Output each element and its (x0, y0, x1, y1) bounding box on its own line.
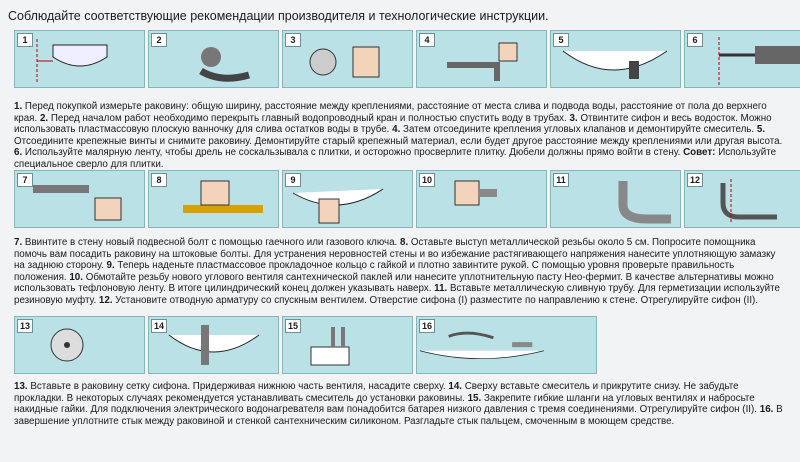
main-valve-icon (149, 31, 278, 87)
illustration-row-1 (14, 30, 800, 88)
illustration-7 (14, 170, 145, 228)
illustration-16 (416, 316, 597, 374)
illustration-10 (416, 170, 547, 228)
illustration-9 (282, 170, 413, 228)
step-number: 16 (419, 319, 435, 333)
step-number: 12 (687, 173, 703, 187)
step-number: 2 (151, 33, 167, 47)
illustration-5 (550, 30, 681, 88)
nut-hand-icon (283, 171, 412, 227)
illustration-4 (416, 30, 547, 88)
step-number: 1 (17, 33, 33, 47)
steps-text-2: 7. Ввинтите в стену новый подвесной болт с помощью гаечного или газового ключа. 8. Оставьте выступ металлической резьбы около 5 см. Попросите помощника помочь вам посадить раковину на штоковые болты. Для устранения неровностей стены и во избежание растягивающего напряжения нанесите уплотняющую замазку на заднюю сторону. 9. Теперь наденьте пластмассовое прокладочное кольцо с гайкой и плотно завинтите рукой. С помощью уровня проверьте правильность положения. 10. Обмотайте резьбу нового углового вентиля сантехнической паклей или нанесите уплотнительную пасту Нео-фермит. В качестве альтернативы можно использовать тефлоновую ленту. В итоге цилиндрический конец должен указывать наверх. 11. Вставьте металлическую сливную трубу. Для герметизации используйте резиновую муфту. 12. Установите отводную арматуру со спускным вентилем. Отверстие сифона (I) разместите по направлению к стене. Отрегулируйте сифон (II). (14, 237, 780, 306)
illustration-3 (282, 30, 413, 88)
step-number: 9 (285, 173, 301, 187)
steps-text-1: 1. Перед покупкой измерьте раковину: общую ширину, расстояние между креплениями, расстояние от места слива и подвода воды, расстояние от пола до верхнего края. 2. Перед началом работ необходимо перекрыть главный водопроводный кран и полностью спустить воду в трубах. 3. Отвинтите сифон и весь водосток. Можно использовать пластмассовую плоскую ванночку для слива остатков воды в трубе. 4. Затем отсоедините крепления угловых клапанов и демонтируйте смеситель. 5. Отсоедините крепежные винты и снимите раковину. Демонтируйте старый крепежный материал, если будет другое расстояние между креплениями или другая высота. 6. Используйте малярную ленту, чтобы дрель не соскальзывала с плитки, и осторожно просверлите плитку. Дюбели должны прямо войти в стену. Совет: Используйте специальное сверло для плитки. (14, 101, 783, 170)
step-number: 3 (285, 33, 301, 47)
tape-measure-icon (149, 171, 278, 227)
page-title: Соблюдайте соответствующие рекомендации производителя и технологические инструкции. (8, 9, 549, 23)
illustration-14 (148, 316, 279, 374)
illustration-8 (148, 170, 279, 228)
illustration-1 (14, 30, 145, 88)
faucet-install-icon (149, 317, 278, 373)
sink-measure-icon (15, 31, 144, 87)
sink-removal-icon (551, 31, 680, 87)
step-number: 7 (17, 173, 33, 187)
silicone-seal-icon (417, 317, 546, 373)
step-number: 4 (419, 33, 435, 47)
siphon-icon (283, 31, 412, 87)
illustration-row-3 (14, 316, 597, 374)
siphon-diagram-icon (685, 171, 800, 227)
step-number: 8 (151, 173, 167, 187)
drill-icon (685, 31, 800, 87)
drain-pipe-icon (551, 171, 680, 227)
illustration-15 (282, 316, 413, 374)
hose-connection-icon (283, 317, 412, 373)
illustration-2 (148, 30, 279, 88)
illustration-row-2 (14, 170, 800, 228)
valve-thread-icon (417, 171, 546, 227)
step-number: 5 (553, 33, 569, 47)
illustration-11 (550, 170, 681, 228)
illustration-13 (14, 316, 145, 374)
step-number: 14 (151, 319, 167, 333)
step-number: 15 (285, 319, 301, 333)
illustration-6 (684, 30, 800, 88)
steps-text-3: 13. Вставьте в раковину сетку сифона. Придерживая нижнюю часть вентиля, насадите сверху. 14. Сверху вставьте смеситель и прикрутите снизу. Не забудьте прокладки. В некоторых случаях рекомендуется устанавливать смеситель до установки раковины. 15. Закрепите гибкие шланги на угловых вентилях и набросьте накидные гайки. Для подключения электрического водонагревателя вам понадобится батарея низкого давления с тремя соединениями. Отрегулируйте сифон (II). 16. В завершение уплотните стык между раковиной и стенкой сантехническим силиконом. Разгладьте стык пальцем, смоченным в моющем средстве. (14, 381, 783, 427)
step-number: 10 (419, 173, 435, 187)
illustration-12 (684, 170, 800, 228)
angle-valve-icon (417, 31, 546, 87)
step-number: 11 (553, 173, 569, 187)
step-number: 6 (687, 33, 703, 47)
strainer-icon (15, 317, 144, 373)
step-number: 13 (17, 319, 33, 333)
bolt-icon (15, 171, 144, 227)
